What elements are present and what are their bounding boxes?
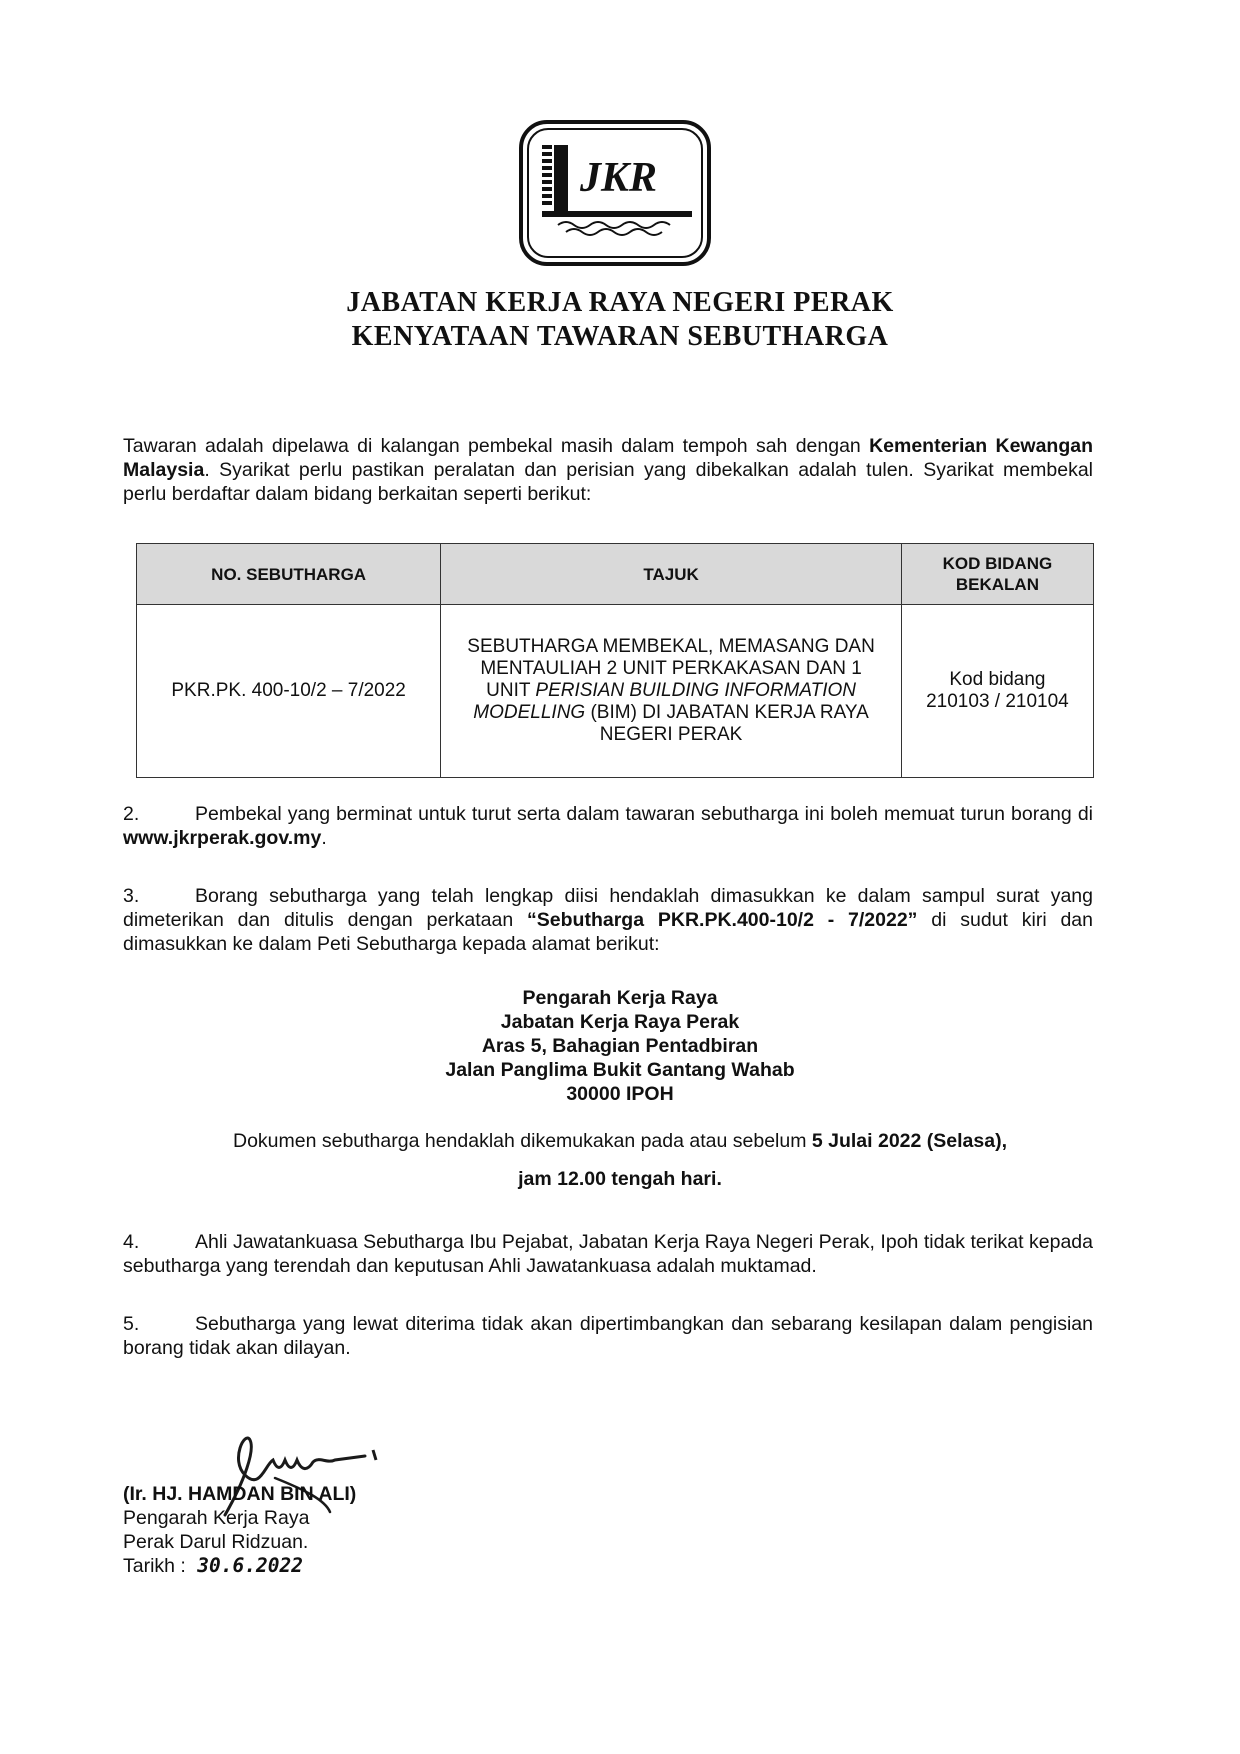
para-number: 4. [123,1231,140,1253]
deadline-text: Dokumen sebutharga hendaklah dikemukakan pada atau sebelum [232,1130,812,1152]
title-department: JABATAN KERJA RAYA NEGERI PERAK [346,287,894,318]
para-text: Pembekal yang berminat untuk turut serta dalam tawaran sebutharga ini boleh memuat turun borang di [195,803,1093,825]
deadline-time: jam 12.00 tengah hari. [518,1168,722,1190]
paragraph-2 [123,802,1093,850]
intro-text-cont: . Syarikat perlu pastikan peralatan dan perisian yang dibekalkan adalah tulen. Syarikat membekal perlu berdaftar dalam bidang berkaitan seperti berikut: [123,459,1093,505]
header-title: TAJUK [441,544,902,605]
cell-supply-code [901,605,1093,778]
table-header-row [137,544,1094,605]
title-notice: KENYATAAN TAWARAN SEBUTHARGA [351,321,889,352]
para-number: 2. [123,803,140,825]
tender-table [136,543,1094,778]
title-text-end: (BIM) DI JABATAN KERJA RAYA NEGERI PERAK [585,702,869,745]
header-code-label: KOD BIDANG BEKALAN [942,554,1053,594]
deadline-line [0,1130,1240,1153]
cell-tender-no: PKR.PK. 400-10/2 – 7/2022 [137,605,441,778]
title-italic-text: PERISIAN BUILDING INFORMATION MODELLING [473,680,856,723]
jkr-logo [518,119,712,267]
address-line: 30000 IPOH [566,1083,674,1105]
signatory-date [123,1554,303,1578]
logo-text: JKR [580,155,658,201]
para-text: Sebutharga yang lewat diterima tidak akan dipertimbangkan dan sebarang kesilapan dalam pengisian borang tidak akan dilayan. [123,1313,1093,1359]
intro-paragraph [123,434,1093,506]
address-line: Jalan Panglima Bukit Gantang Wahab [445,1059,795,1081]
title-text: SEBUTHARGA MEMBEKAL, MEMASANG DAN MENTAULIAH 2 UNIT PERKAKASAN DAN 1 UNIT [467,636,875,701]
para-end: . [321,827,327,849]
envelope-reference: “Sebutharga PKR.PK.400-10/2 - 7/2022” [527,909,918,931]
deadline-date: 5 Julai 2022 (Selasa), [811,1130,1007,1152]
paragraph-3 [123,884,1093,956]
signatory-state: Perak Darul Ridzuan. [123,1531,309,1553]
date-label: Tarikh : [123,1555,186,1577]
paragraph-4 [123,1230,1093,1278]
intro-text: Tawaran adalah dipelawa di kalangan pembekal masih dalam tempoh sah dengan [123,435,870,457]
table-row [137,605,1094,778]
date-value: 30.6.2022 [197,1554,303,1577]
cell-tender-title [441,605,902,778]
ministry-name: Kementerian Kewangan Malaysia [123,435,1094,481]
code-value: 210103 / 210104 [926,691,1069,712]
code-label: Kod bidang [949,669,1046,690]
para-text: Borang sebutharga yang telah lengkap diisi hendaklah dimasukkan ke dalam sampul surat yang dimeterikan dan ditulis dengan perkataan [123,885,1093,931]
para-number: 3. [123,885,140,907]
paragraph-5 [123,1312,1093,1360]
signatory-position: Pengarah Kerja Raya [123,1507,310,1529]
para-text: Ahli Jawatankuasa Sebutharga Ibu Pejabat, Jabatan Kerja Raya Negeri Perak, Ipoh tidak terikat kepada sebutharga yang terendah dan keputusan Ahli Jawatankuasa adalah muktamad. [123,1231,1093,1277]
address-line: Pengarah Kerja Raya [522,987,718,1009]
address-line: Aras 5, Bahagian Pentadbiran [481,1035,759,1057]
para-number: 5. [123,1313,140,1335]
signatory-name: (Ir. HJ. HAMDAN BIN ALI) [123,1483,357,1505]
header-code [901,544,1093,605]
para-text-cont: di sudut kiri dan dimasukkan ke dalam Peti Sebutharga kepada alamat berikut: [123,909,1093,955]
header-no: NO. SEBUTHARGA [137,544,441,605]
address-line: Jabatan Kerja Raya Perak [500,1011,740,1033]
website-link[interactable]: www.jkrperak.gov.my [123,827,322,849]
